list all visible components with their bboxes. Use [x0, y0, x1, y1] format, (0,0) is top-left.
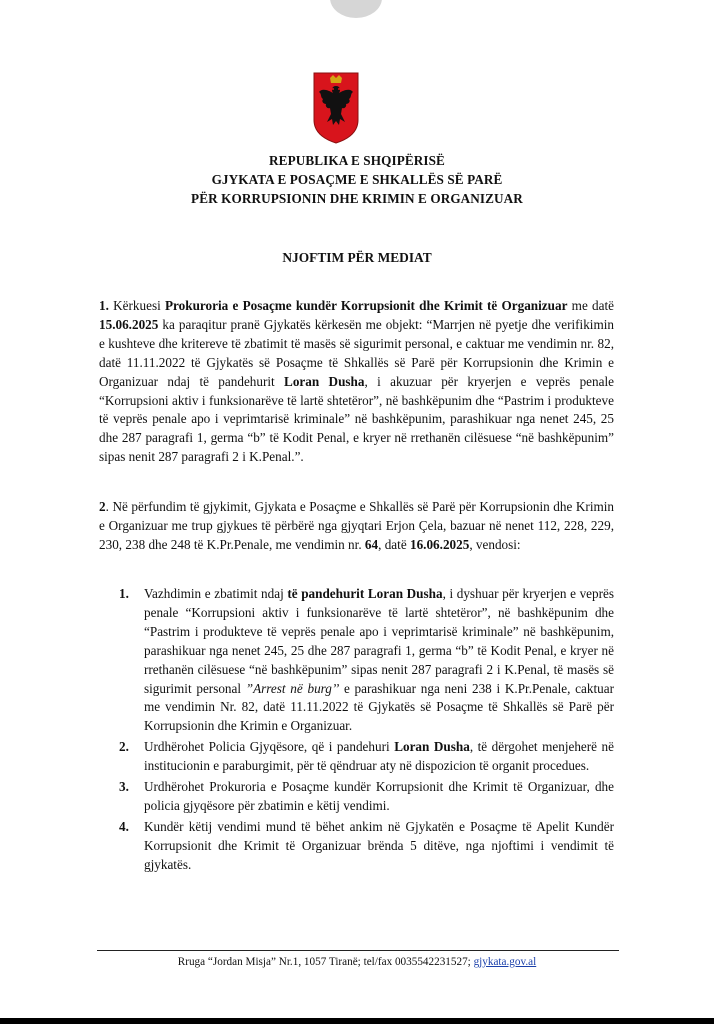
decision-item — [99, 585, 614, 736]
decision-number: 64 — [364, 536, 379, 552]
paragraph-1 — [99, 297, 614, 467]
measure-name: ”Arrest në burg’’ — [245, 680, 340, 696]
paragraph-number: 1. — [99, 298, 109, 313]
text: , i akuzuar për kryerjen e veprës penale “Korrupsioni aktiv i funksionarëve të lartë shtetëror”, në bashkëpunim dhe “Pastrim i produkteve të veprës penale apo i veprimtarisë kriminale” në bashkëpunim, parashikuar nga nenet 245, 25 dhe 287 paragrafi 1, germa “b” të Kodit Penal, e kryer në rrethanën cilësuese “në bashkëpunim” sipas nenit 287 paragrafi 2 i K.Penal.”. — [99, 373, 614, 465]
decision-date: 16.06.2025 — [409, 536, 470, 552]
text: , të dërgohet menjeherë në institucionin e paraburgimit, për të qëndruar aty në dispozicion të organit procedues. — [144, 739, 614, 774]
paragraph-2 — [99, 498, 614, 555]
paragraph-number: 2 — [99, 499, 106, 514]
decision-list — [99, 585, 614, 877]
text: me datë — [567, 298, 614, 313]
header-court-scope: PËR KORRUPSIONIN DHE KRIMIN E ORGANIZUAR — [191, 191, 523, 206]
header-country: REPUBLIKA E SHQIPËRISË — [269, 153, 445, 168]
request-date: 15.06.2025 — [99, 316, 159, 332]
decision-number-label: 4. — [119, 818, 129, 834]
footer-divider — [97, 950, 619, 951]
decision-item — [99, 818, 614, 875]
text: , i dyshuar për kryerjen e veprës penale “Korrupsioni aktiv i funksionarëve të lartë shtetëror”, në bashkëpunim dhe “Pastrim i produkteve të veprës penale apo i veprimtarisë kriminale” në bashkëpunim, parashikuar nga nenet 245, 25 dhe 287 paragrafi 1, germa “b” të Kodit Penal, e kryer në rrethanën cilësuese “në bashkëpunim” sipas nenit 287 paragrafi 2 i K.Penal, të masës së sigurimit personal — [144, 586, 614, 696]
decision-item — [99, 738, 614, 776]
albanian-eagle-emblem-icon — [313, 72, 359, 144]
footer-website-link[interactable]: gjykata.gov.al — [473, 956, 537, 968]
text: Vazhdimin e zbatimit ndaj — [144, 586, 288, 601]
text: ka paraqitur pranë Gjykatës kërkesën me objekt: “Marrjen në pyetje dhe verifikimin e kushteve dhe kritereve të zbatimit të masës së sigurimit personal, e caktuar me vendimin nr. 82, datë 11.11.2022 të Gjykatës së Posaçme të Shkallës së Parë për Korrupsionin dhe Krimin e Organizuar ndaj të pandehurit — [99, 316, 614, 389]
defendant-name: të pandehurit Loran Dusha — [287, 586, 443, 601]
text: Kundër këtij vendimi mund të bëhet ankim në Gjykatën e Posaçme të Apelit Kundër Korrupsionit dhe Krimit të Organizuar brënda 5 ditëve, nga njoftimi i vendimit të gjykatës. — [144, 818, 614, 872]
bottom-bar — [0, 1018, 714, 1024]
defendant-name: Loran Dusha — [394, 739, 470, 755]
footer-address: Rruga “Jordan Misja” Nr.1, 1057 Tiranë; tel/fax 0035542231527; — [177, 956, 474, 968]
text: , datë — [378, 536, 410, 552]
notice-title: NJOFTIM PËR MEDIAT — [282, 250, 432, 265]
header-court: GJYKATA E POSAÇME E SHKALLËS SË PARË — [211, 172, 503, 187]
text: Urdhërohet Prokuroria e Posaçme kundër Korrupsionit dhe Krimit të Organizuar, dhe policia gjyqësore për zbatimin e këtij vendimi. — [144, 779, 614, 813]
footer — [0, 956, 714, 968]
decision-number-label: 2. — [119, 739, 129, 755]
decision-number-label: 3. — [119, 779, 129, 795]
text: . Në përfundim të gjykimit, Gjykata e Posaçme e Shkallës së Parë për Korrupsionin dhe Krimin e Organizuar me trup gjykues të përbërë nga gjyqtari Erjon Çela, bazuar në nenet 112, 228, 229, 230, 238 dhe 248 të K.Pr.Penale, me vendimin nr. — [99, 499, 614, 552]
text: e parashikuar nga neni 238 i K.Pr.Penale, caktuar me vendimin Nr. 82, datë 11.11.2022 të Gjykatës së Posaçme të Shkallës së Parë për Korrupsionin dhe Krimin e Organizuar. — [144, 680, 614, 734]
text: , vendosi: — [469, 536, 521, 552]
prosecutor-name: Prokuroria e Posaçme kundër Korrupsionit dhe Krimit të Organizuar — [164, 298, 568, 313]
text: Urdhërohet Policia Gjyqësore, që i pandehuri — [144, 739, 395, 755]
defendant-name: Loran Dusha — [284, 373, 365, 389]
decision-number-label: 1. — [119, 586, 129, 601]
text: Kërkuesi — [108, 298, 165, 313]
decision-item — [99, 778, 614, 816]
top-overlay-shadow — [330, 0, 382, 18]
